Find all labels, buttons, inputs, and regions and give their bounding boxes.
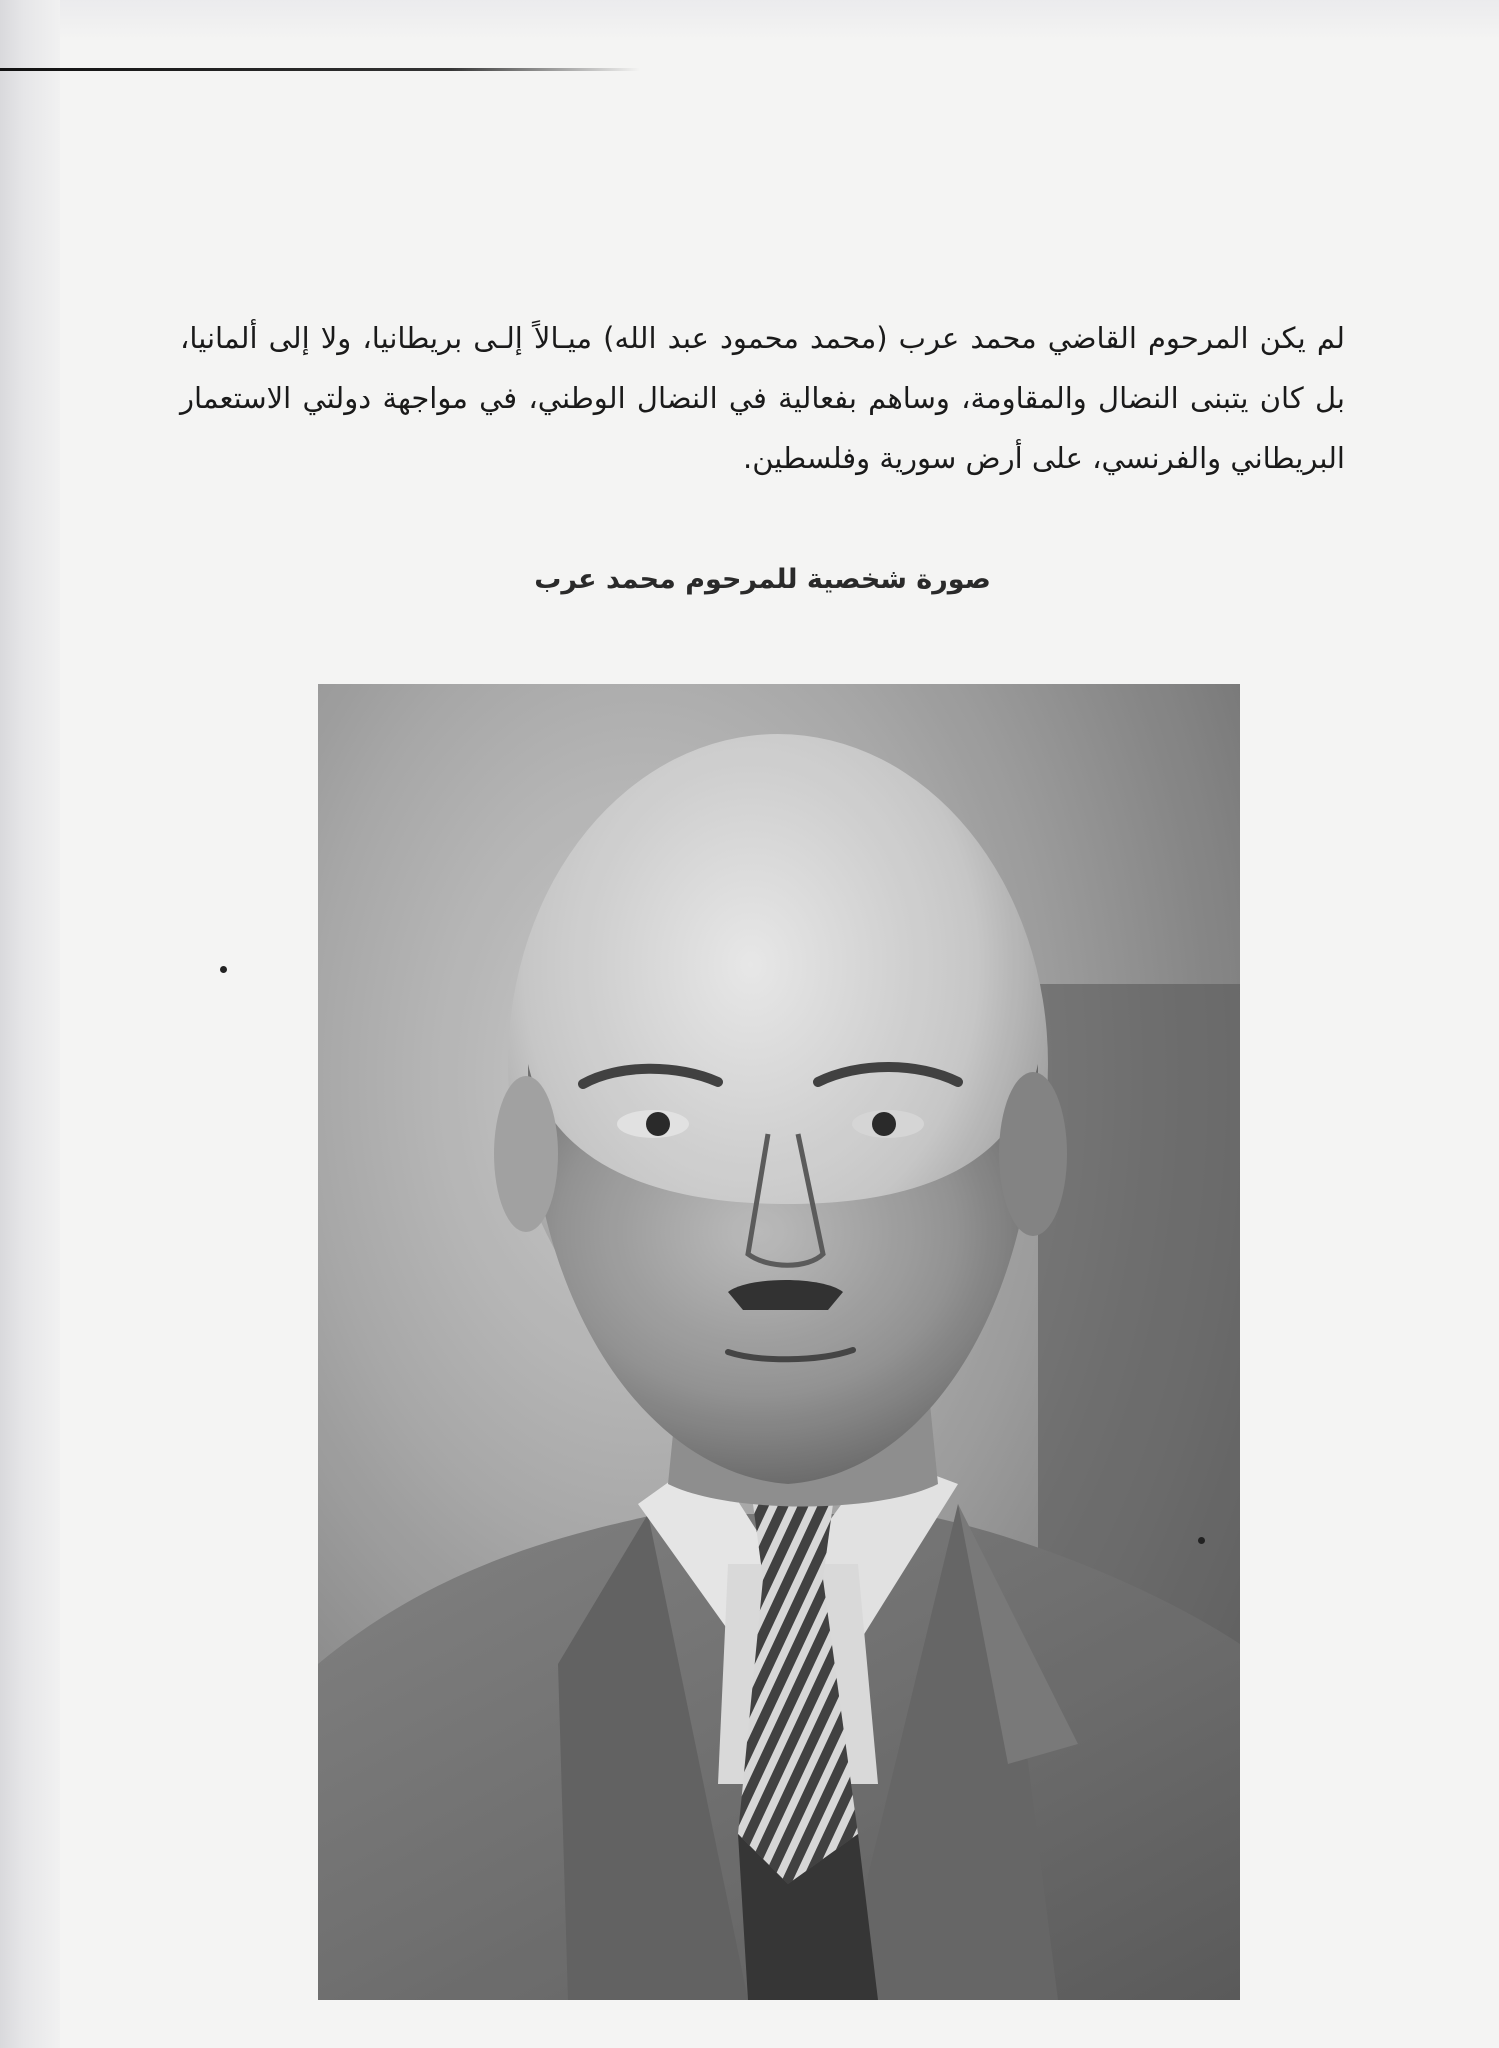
- page-top-shade: [0, 0, 1499, 40]
- portrait-photo: [318, 684, 1240, 2000]
- portrait-photo-icon: [318, 684, 1240, 2000]
- scan-speck: [220, 966, 227, 973]
- body-paragraph: لم يكن المرحوم القاضي محمد عرب (محمد محمود عبد الله) ميـالاً إلـى بريطانيا، ولا إلى ألمانيا، بل كان يتبنى النضال والمقاومة، وساهم بفعالية في النضال الوطني، في مواجهة دولتي الاستعمار البريطاني والفرنسي، على أرض سورية وفلسطين.: [180, 321, 1345, 475]
- photo-caption: صورة شخصية للمرحوم محمد عرب: [534, 564, 991, 595]
- page-gutter: [0, 0, 60, 2048]
- header-rule: [0, 68, 640, 71]
- scan-speck: [1198, 1537, 1205, 1544]
